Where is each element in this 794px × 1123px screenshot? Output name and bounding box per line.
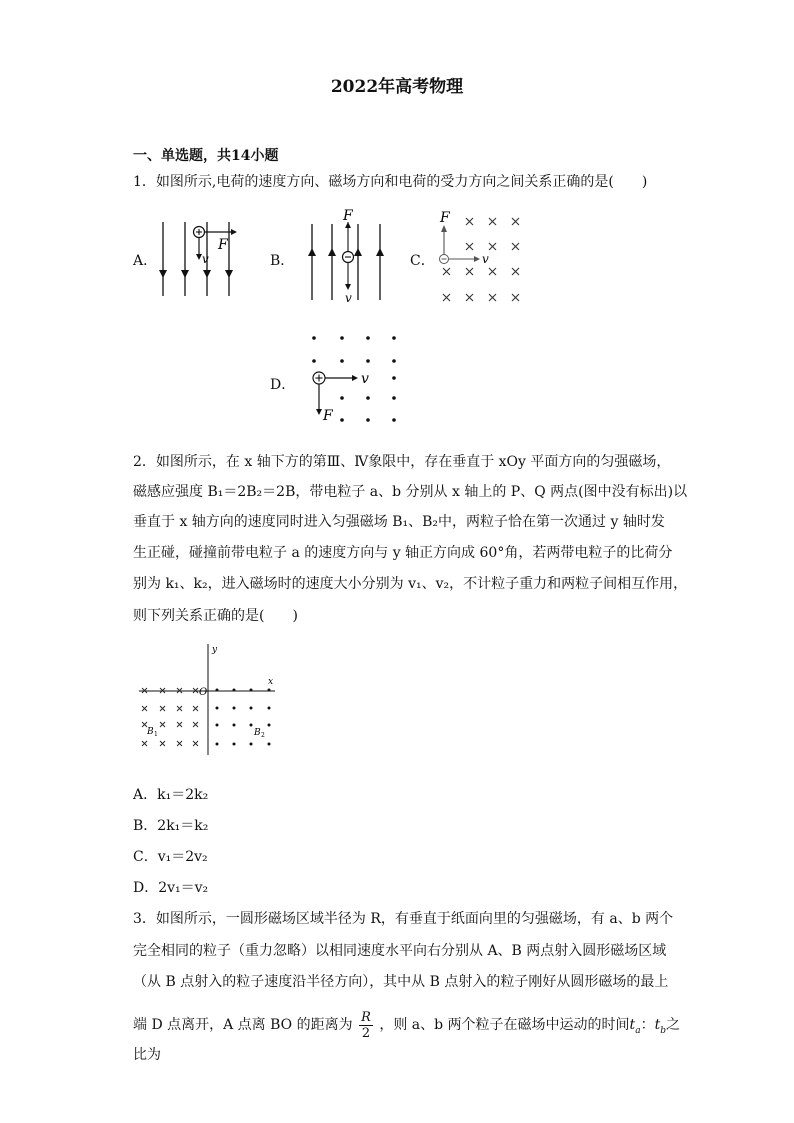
q2-b1-label: B: [147, 727, 154, 737]
q2-b2-subscript: 2: [261, 732, 265, 739]
q1-diagram-a: [155, 220, 245, 300]
q2-line-4: 生正碰，碰撞前带电粒子 a 的速度方向与 y 轴正方向成 60°角，若两带电粒子的比荷分: [133, 545, 673, 561]
q2-option-b: B．2k₁＝k₂: [133, 818, 209, 834]
q3-ta-subscript: a: [635, 1025, 641, 1036]
q2-b2-label: B: [254, 728, 261, 738]
q3-line-4-end: 之: [665, 1017, 680, 1033]
q1-stem: 1．如图所示,电荷的速度方向、磁场方向和电荷的受力方向之间关系正确的是( ): [133, 174, 648, 190]
q3-line-1: 3．如图所示，一圆形磁场区域半径为 R，有垂直于纸面向里的匀强磁场，有 a、b 两个: [133, 911, 674, 927]
q3-line-5: 比为: [133, 1047, 161, 1063]
section-heading: 一、单选题，共14小题: [133, 148, 279, 164]
q1b-v-label: v: [345, 291, 352, 304]
q1a-v-label: v: [202, 252, 209, 266]
q3-line-3: （从 B 点射入的粒子速度沿半径方向），其中从 B 点射入的粒子刚好从圆形磁场的最上: [133, 974, 669, 990]
q2-y-axis-label: y: [212, 645, 218, 655]
q3-line-4-middle: ，则 a、b 两个粒子在磁场中运动的时间: [379, 1017, 630, 1033]
q2-option-a: A．k₁＝2k₂: [133, 787, 209, 803]
q2-option-c: C．v₁＝2v₂: [133, 849, 208, 865]
q1c-v-label: v: [482, 252, 489, 266]
q3-tb: t: [654, 1017, 661, 1033]
q2-line-6: 则下列关系正确的是( ): [133, 608, 298, 624]
q3-line-4-start: 端 D 点离开，A 点离 BO 的距离为: [133, 1017, 353, 1033]
q2-line-1: 2．如图所示，在 x 轴下方的第Ⅲ、Ⅳ象限中，存在垂直于 xOy 平面方向的匀强磁场，: [133, 454, 671, 470]
q3-colon: ：: [640, 1017, 655, 1033]
q3-tb-subscript: b: [660, 1025, 666, 1036]
q1-option-b-label: B．: [270, 253, 295, 269]
q3-fraction-r-over-2: [359, 1010, 373, 1041]
q3-fraction-numerator: R: [361, 1009, 371, 1025]
page-title: 2022年高考物理: [330, 77, 464, 97]
q2-line-5: 别为 k₁、k₂，进入磁场时的速度大小分别为 v₁、v₂，不计粒子重力和两粒子间相互作用，: [133, 576, 688, 592]
q3-ta: t: [629, 1017, 636, 1033]
q1-option-c-label: C．: [410, 253, 435, 269]
q3-fraction-denominator: 2: [361, 1025, 371, 1041]
q1d-f-label: F: [323, 408, 333, 424]
q1-diagram-c: [434, 208, 534, 308]
q1b-f-label: F: [343, 208, 353, 224]
q2-b1-subscript: 1: [154, 731, 158, 738]
q2-origin-label: O: [199, 687, 208, 698]
q1-diagram-b: [300, 208, 395, 304]
q1-option-a-label: A．: [133, 253, 158, 269]
q1-diagram-d: [300, 332, 410, 424]
q2-line-2: 磁感应强度 B₁＝2B₂＝2B，带电粒子 a、b 分别从 x 轴上的 P、Q 两点(图中没有标出)以: [133, 484, 688, 500]
q2-line-3: 垂直于 x 轴方向的速度同时进入匀强磁场 B₁、B₂中，两粒子恰在第一次通过 y 轴时发: [133, 514, 665, 530]
q1a-f-label: F: [218, 237, 228, 253]
q2-option-d: D．2v₁＝v₂: [133, 880, 209, 896]
q3-line-4: [133, 1007, 680, 1049]
q1-option-d-label: D．: [270, 377, 296, 393]
q1d-v-label: v: [361, 371, 369, 387]
q2-field-diagram: [135, 640, 285, 760]
q2-x-axis-label: x: [268, 677, 274, 687]
q3-line-2: 完全相同的粒子（重力忽略）以相同速度水平向右分别从 A、B 两点射入圆形磁场区域: [133, 943, 667, 959]
q1c-f-label: F: [440, 210, 450, 226]
